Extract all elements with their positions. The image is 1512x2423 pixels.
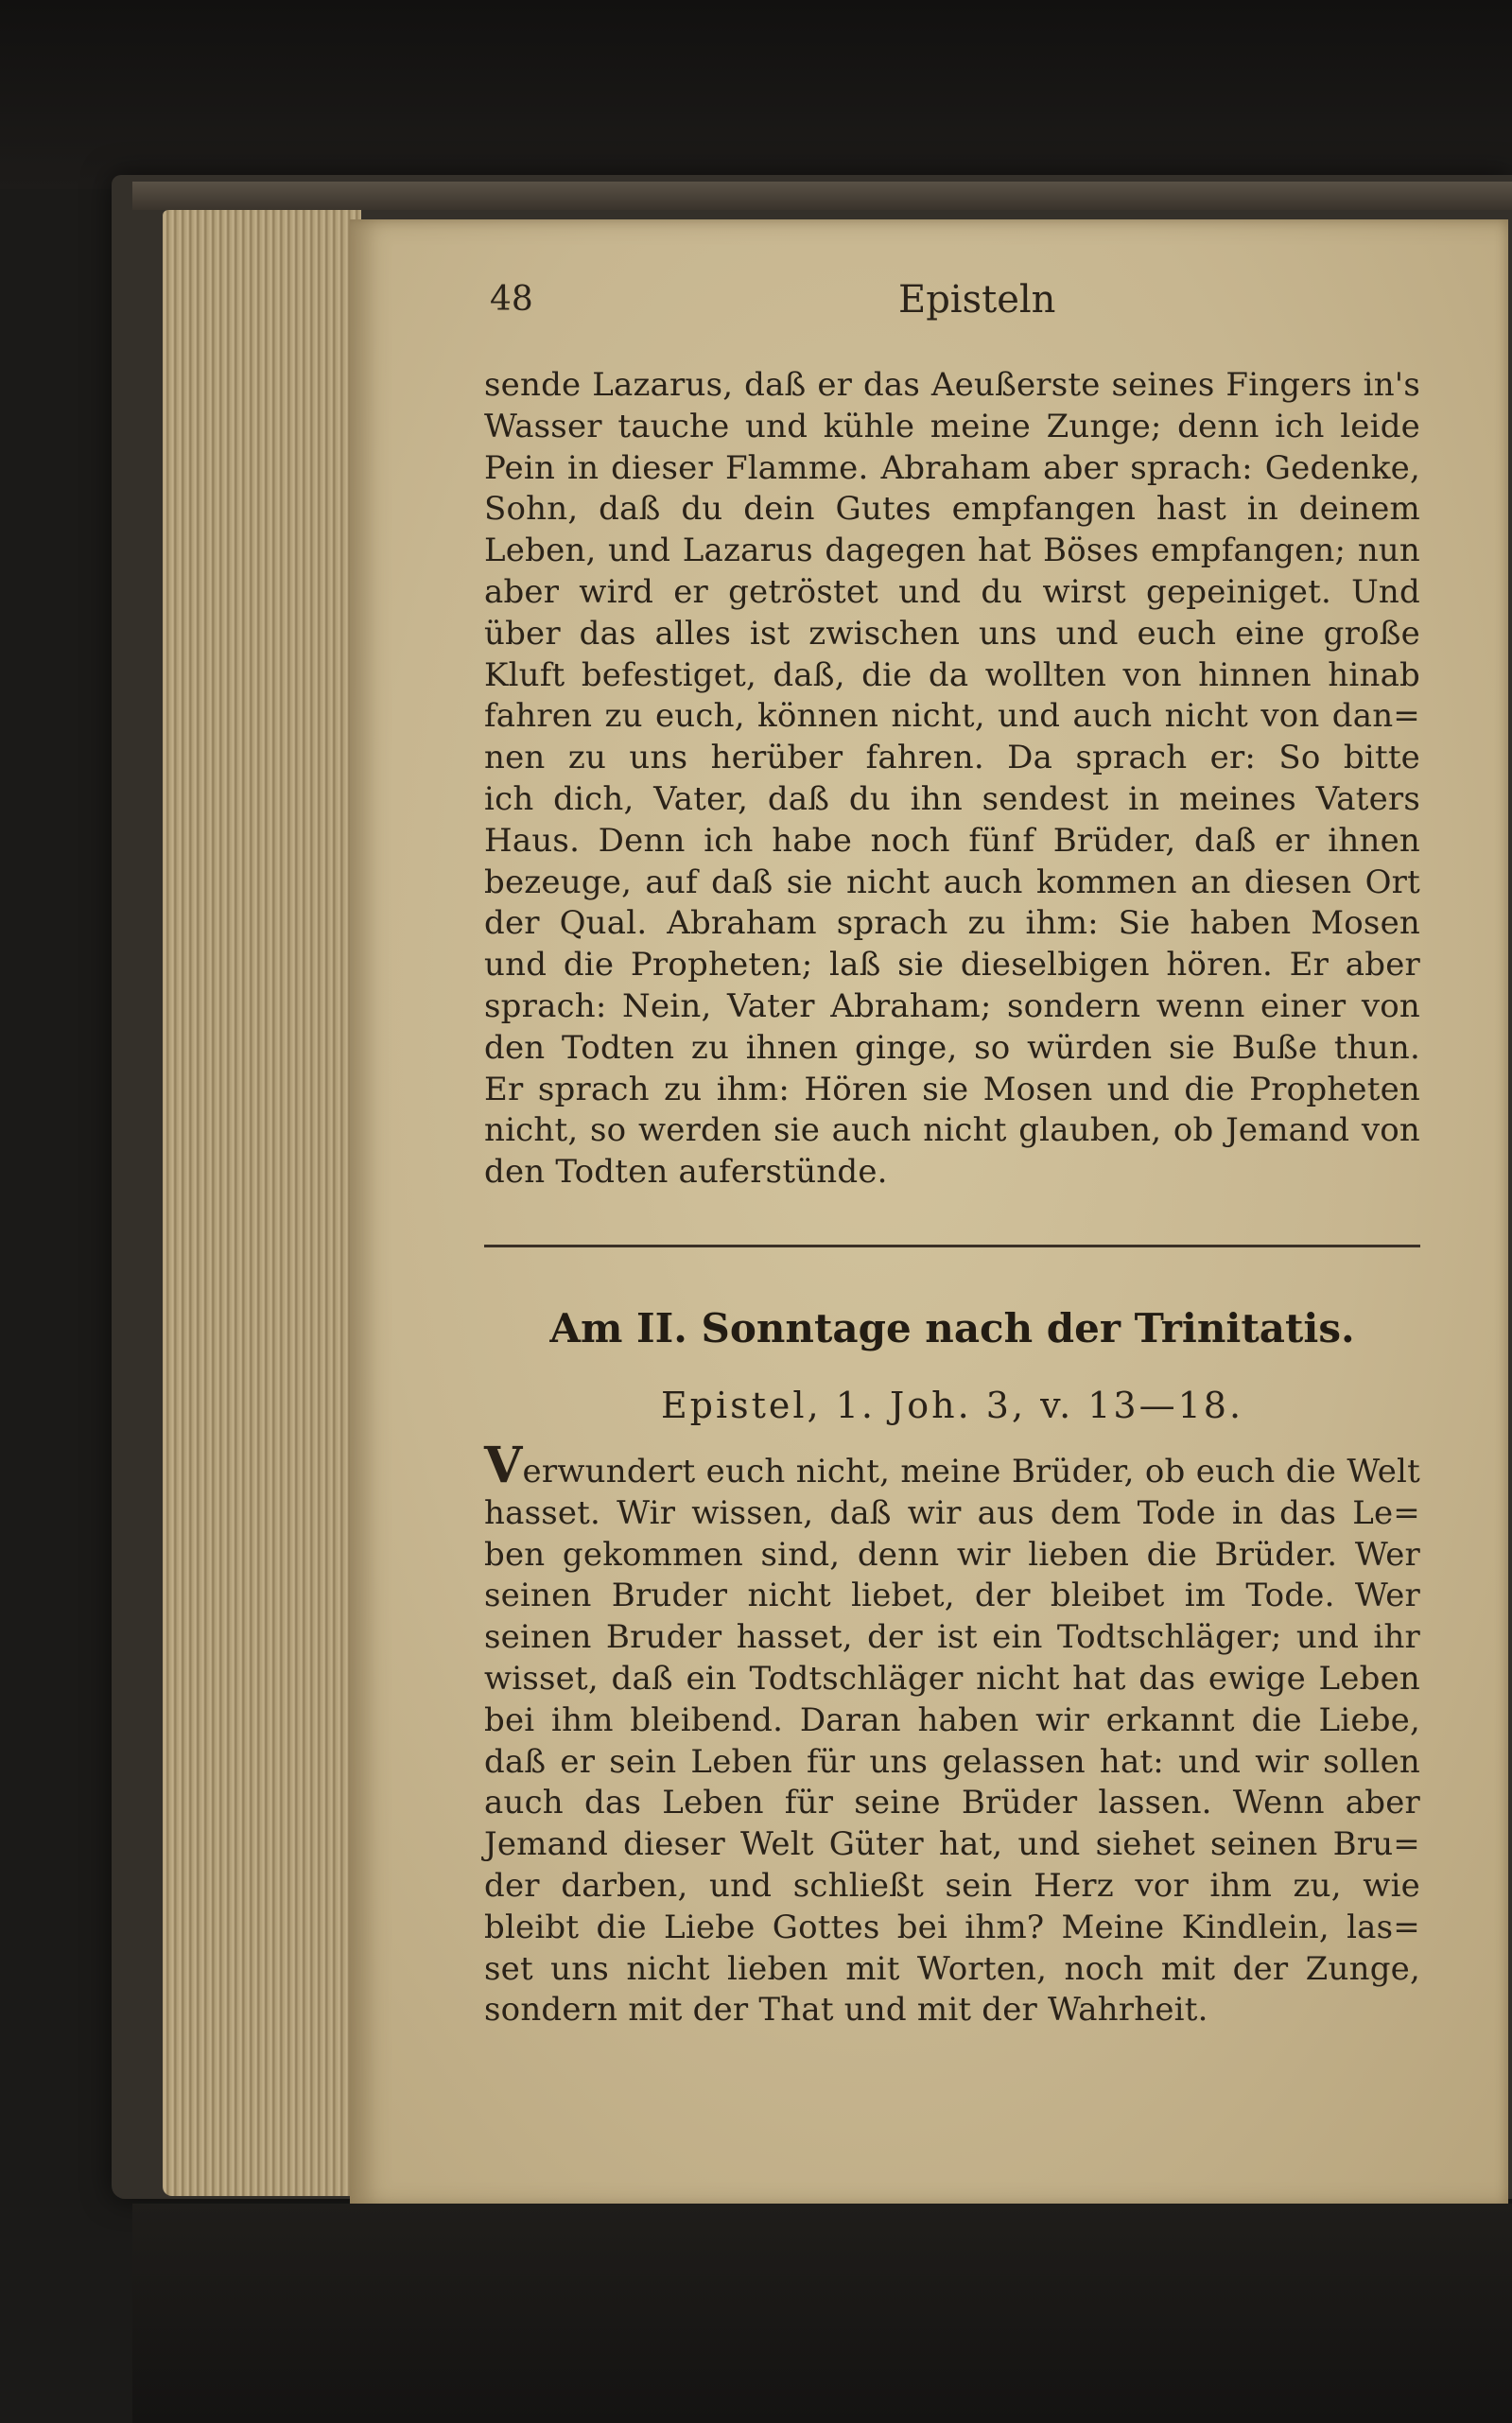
section-subtitle: Epistel, 1. Joh. 3, v. 13—18.	[660, 1385, 1244, 1426]
cover-edge	[132, 182, 1512, 210]
text-line: Leben, und Lazarus dagegen hat Böses empfangen; nun	[484, 532, 1420, 570]
text-line: Wasser tauche und kühle meine Zunge; denn ich leide	[484, 407, 1420, 445]
text-line: bleibt die Liebe Gottes bei ihm? Meine Kindlein, las=	[484, 1908, 1420, 1946]
text-line: aber wird er getröstet und du wirst gepeiniget. Und	[484, 572, 1420, 611]
text-line: hasset. Wir wissen, daß wir aus dem Tode in das Le=	[484, 1493, 1420, 1532]
text-line: den Todten auferstünde.	[484, 1153, 888, 1192]
text-line: über das alles ist zwischen uns und euch eine große	[484, 614, 1420, 653]
text-line: daß er sein Leben für uns gelassen hat: und wir sollen	[484, 1742, 1420, 1781]
page-edges	[163, 210, 361, 2196]
text-line	[484, 1437, 1420, 1494]
continuation-text	[484, 365, 1420, 1194]
text-line: sprach: Nein, Vater Abraham; sondern wenn einer von	[484, 986, 1420, 1025]
text-line: nen zu uns herüber fahren. Da sprach er: So bitte	[484, 739, 1420, 777]
text-line: sondern mit der That und mit der Wahrheit.	[484, 1991, 1208, 2030]
text-line: auch das Leben für seine Brüder lassen. Wenn aber	[484, 1784, 1420, 1822]
text-line: Sohn, daß du dein Gutes empfangen hast in deinem	[484, 490, 1420, 529]
text-line: sende Lazarus, daß er das Aeußerste seines Fingers in's	[484, 366, 1420, 404]
text-line: bezeuge, auf daß sie nicht auch kommen an diesen Ort	[484, 863, 1420, 901]
drop-cap: V	[484, 1437, 523, 1494]
text-line: Jemand dieser Welt Güter hat, und siehet seinen Bru=	[484, 1825, 1420, 1864]
text-line: fahren zu euch, können nicht, und auch nicht von dan=	[484, 697, 1420, 736]
text-line: set uns nicht lieben mit Worten, noch mit der Zunge,	[484, 1949, 1420, 1988]
text-line: nicht, so werden sie auch nicht glauben, ob Jemand von	[484, 1111, 1420, 1150]
running-head: Episteln	[898, 278, 1056, 322]
text-line: Pein in dieser Flamme. Abraham aber sprach: Gedenke,	[484, 448, 1420, 487]
section-title: Am II. Sonntage nach der Trinitatis.	[549, 1305, 1355, 1351]
epistle-text	[484, 1437, 1420, 2031]
text-line: den Todten zu ihnen ginge, so würden sie Buße thun.	[484, 1028, 1420, 1067]
text-line: wisset, daß ein Todtschläger nicht hat das ewige Leben	[484, 1659, 1420, 1698]
background-bottom	[132, 2204, 1512, 2423]
text-line: bei ihm bleibend. Daran haben wir erkannt die Liebe,	[484, 1700, 1420, 1739]
text-line: Haus. Denn ich habe noch fünf Brüder, daß er ihnen	[484, 821, 1420, 860]
section-divider	[484, 1245, 1420, 1247]
page-number: 48	[490, 280, 533, 319]
background-top	[0, 0, 1512, 189]
text-line: seinen Bruder nicht liebet, der bleibet im Tode. Wer	[484, 1577, 1420, 1615]
text-line: der Qual. Abraham sprach zu ihm: Sie haben Mosen	[484, 904, 1420, 943]
text-line: Kluft befestiget, daß, die da wollten von hinnen hinab	[484, 655, 1420, 694]
text-line: Er sprach zu ihm: Hören sie Mosen und die Propheten	[484, 1070, 1420, 1108]
text-line: seinen Bruder hasset, der ist ein Todtschläger; und ihr	[484, 1618, 1420, 1657]
text-line: der darben, und schließt sein Herz vor ihm zu, wie	[484, 1866, 1420, 1905]
text-line: und die Propheten; laß sie dieselbigen hören. Er aber	[484, 946, 1420, 985]
first-line-text: erwundert euch nicht, meine Brüder, ob euch die Welt	[522, 1453, 1420, 1490]
text-line: ben gekommen sind, denn wir lieben die Brüder. Wer	[484, 1535, 1420, 1574]
text-line: ich dich, Vater, daß du ihn sendest in meines Vaters	[484, 779, 1420, 818]
